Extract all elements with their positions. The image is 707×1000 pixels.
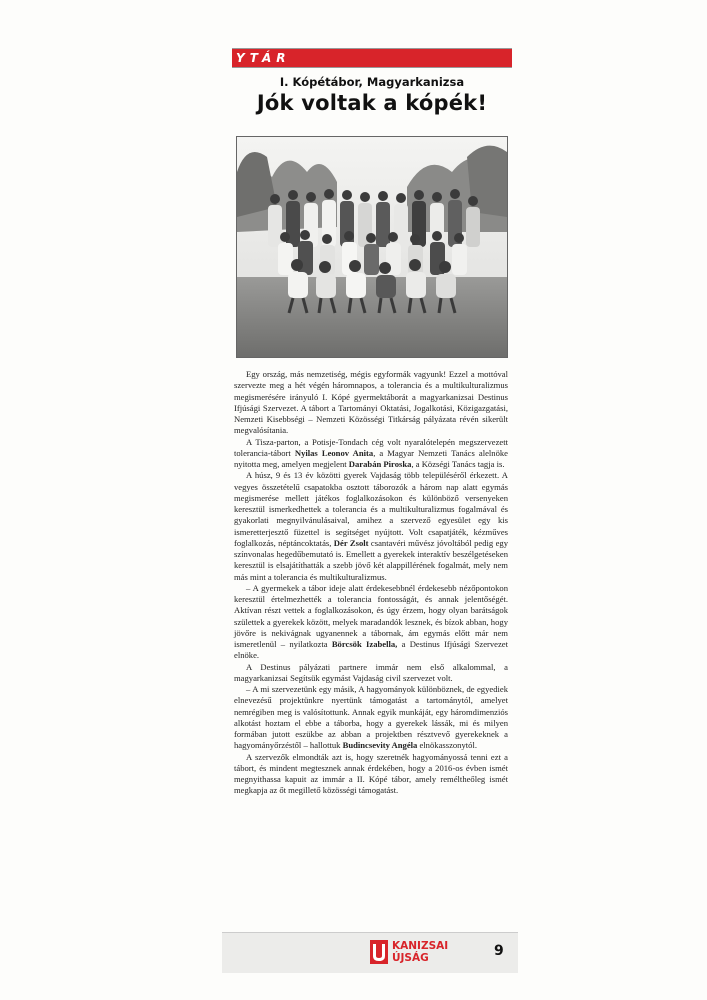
section-bar: YTÁR (232, 48, 512, 68)
text-run: , a Magyar Nemzeti Tanács alelnöke nyitotta meg, amelyen megjelent (234, 447, 508, 469)
person-name: Börcsök Izabella, (331, 639, 398, 649)
article-paragraph (234, 583, 508, 662)
text-run: elnökasszonytól. (417, 740, 477, 751)
text-run: Egy ország, más nemzetiség, mégis egyformák vagyunk! Ezzel a mottóval szervezte meg a hét végén háromnapos, a tolerancia és a multikulturalizmus megismerésére irányuló I. Kópé gyermektáborát a magyarkanizsai Destinus Ifjúsági Szervezet. A tábort a Tartományi Oktatási, Jogalkotási, Közigazgatási, Nemzeti Kisebbségi – Nemzeti Közösségi Titkárság pályázata révén sikerült megvalósítania. (234, 369, 508, 436)
newspaper-logo-icon (370, 940, 388, 964)
group-photo-image (237, 137, 507, 357)
logo-text-kanizsai: KANIZSAI (392, 940, 449, 952)
text-run: csantavéri művész jóvoltából pedig egy színvonalas hegedűbemutató is. Emellett a gyerekek interaktív beszélgetéseken keresztül is elsajátíthatták a szebb jövő két alappillérének fogalmát, mely nem más mint a tolerancia és multikulturalizmus. (234, 537, 508, 582)
article-paragraph (234, 752, 508, 797)
person-name: Dér Zsolt (333, 537, 369, 548)
text-run: , a Községi Tanács tagja is. (411, 459, 505, 469)
text-run: – A mi szervezetünk egy másik, A hagyományok különböznek, de egyediek elnevezésű projektünkre nyertünk támogatást a tartománytól, amelyet nemrégiben meg is valósítottunk. Annak egyik munkáját, egy háromdimenziós alkotást hoztam el ebbe a táborba, hogy a gyerekek lássák, mi és milyen formában jutott eszükbe az abban a projektben résztvevő gyerekeknek a hagyományőrzéstől – hallottuk (234, 684, 508, 751)
text-run: a Destinus Ifjúsági Szervezet elnöke. (234, 639, 509, 661)
text-run: A húsz, 9 és 13 év közötti gyerek Vajdaság több településéről érkezett. A vegyes összetételű csapatokba osztott táborozók a három nap alatt egymás megismerése mellett játékos foglalkozásokon és különböző versenyeken keresztül ismerkedhettek a tolerancia és a multikulturalizmus fogalmával és gyakorlati megnyilvánulásaival, amihez a szervező egyesület egy kis ismeretterjesztő füzettel is segítséget nyújtott. Volt csapatjáték, kézműves foglalkozás, néptáncoktatás, (234, 470, 508, 548)
text-run: – A gyermekek a tábor ideje alatt érdekesebbnél érdekesebb nézőpontokon keresztül értelmezhették a tolerancia fontosságát, és annak jelentőségét. Aktívan részt vettek a foglalkozásokon, és úgy érzem, hogy olyan barátságok születtek a gyerekek között, melyek maradandók lesznek, és bízok abban, hogy jövőre is nekivágnak ugyanennek a tábornak, ám egymás előtt már nem ismeretlenül – nyilatkozta (234, 582, 508, 649)
page-number: 9 (494, 943, 504, 959)
text-run: A szervezők elmondták azt is, hogy szeretnék hagyományossá tenni ezt a tábort, és mindent megtesznek annak érdekében, hogy a 2016-os évben ismét megnyithassa kapuit az immár a II. Kópé tábor, amely reméltheőleg ismét megkapja az őt megillető közösségi támogatást. (234, 751, 508, 796)
article-paragraph (234, 437, 508, 471)
article-body (234, 369, 508, 797)
person-name: Budincsevity Angéla (342, 740, 418, 751)
person-name: Darabán Piroska (348, 459, 412, 469)
article-paragraph (234, 684, 508, 752)
text-run: A Tisza-parton, a Potisje-Tondach cég volt nyaralótelepén megszervezett tolerancia-tábort (234, 436, 508, 458)
text-run: A Destinus pályázati partnere immár nem első alkalommal, a magyarkanizsai Segítsük egymást Vajdaság civil szervezet volt. (234, 661, 508, 683)
article-headline: Jók voltak a kópék! (256, 91, 488, 115)
group-photo (236, 136, 508, 358)
article-paragraph (234, 369, 508, 437)
logo-text-ujsag: ÚJSÁG (392, 952, 429, 964)
article-kicker: I. Kópétábor, Magyarkanizsa (279, 75, 465, 89)
article-paragraph (234, 662, 508, 685)
article-paragraph (234, 470, 508, 583)
page-footer (222, 932, 518, 973)
person-name: Nyilas Leonov Anita (294, 447, 374, 458)
article-column (232, 48, 512, 796)
